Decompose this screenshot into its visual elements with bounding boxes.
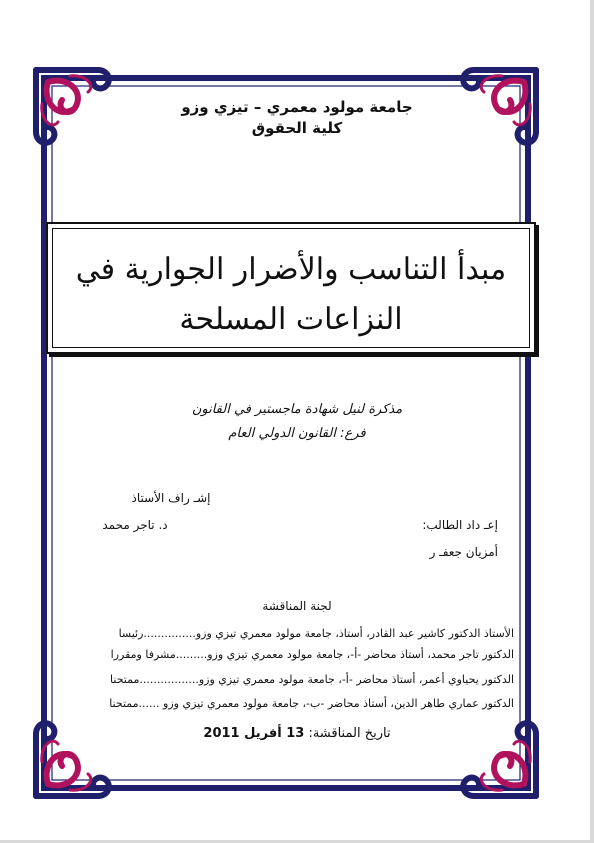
thesis-title-line-1: مبدأ التناسب والأضرار الجوارية في xyxy=(75,252,507,287)
faculty-name: كلية الحقوق xyxy=(251,119,343,137)
committee-member: الدكتور تاجر محمد، أستاذ محاضر -أ-، جامعة مولود معمري تيزي وزو.........مشرفا ومقررا xyxy=(110,648,514,661)
supervisor-name: د. تاجر محمد xyxy=(102,518,168,532)
defense-date: 13 أفريل 2011 xyxy=(203,726,305,741)
student-label: إعـ داد الطالب: xyxy=(422,518,498,532)
committee-member: الدكتور يحياوي أعمر، أستاذ محاضر -أ-، جامعة مولود معمري تيزي وزو.................ممتحنا xyxy=(110,673,514,686)
committee-member: الأستاذ الدكتور كاشير عبد القادر، أستاذ، جامعة مولود معمري تيزي وزو...............رئيسا xyxy=(118,627,514,640)
thesis-title-line-2: النزاعات المسلحة xyxy=(179,302,403,337)
university-name: جامعة مولود معمري – تيزي وزو xyxy=(181,98,413,116)
defense-date-line xyxy=(0,726,594,741)
defense-date-label: تاريخ المناقشة: xyxy=(308,726,391,741)
thesis-branch: فرع: القانون الدولي العام xyxy=(228,426,366,441)
supervisor-label: إشـ راف الأستاذ xyxy=(131,491,211,505)
committee-heading: لجنة المناقشة xyxy=(262,599,332,613)
committee-member: الدكتور عماري طاهر الدين، أستاذ محاضر -ب-، جامعة مولود معمري تيزي وزو ......ممتحنا xyxy=(109,697,514,710)
student-name: أمزيان جعفـ ر xyxy=(429,545,498,559)
thesis-degree: مذكرة لنيل شهادة ماجستير في القانون xyxy=(191,402,403,417)
